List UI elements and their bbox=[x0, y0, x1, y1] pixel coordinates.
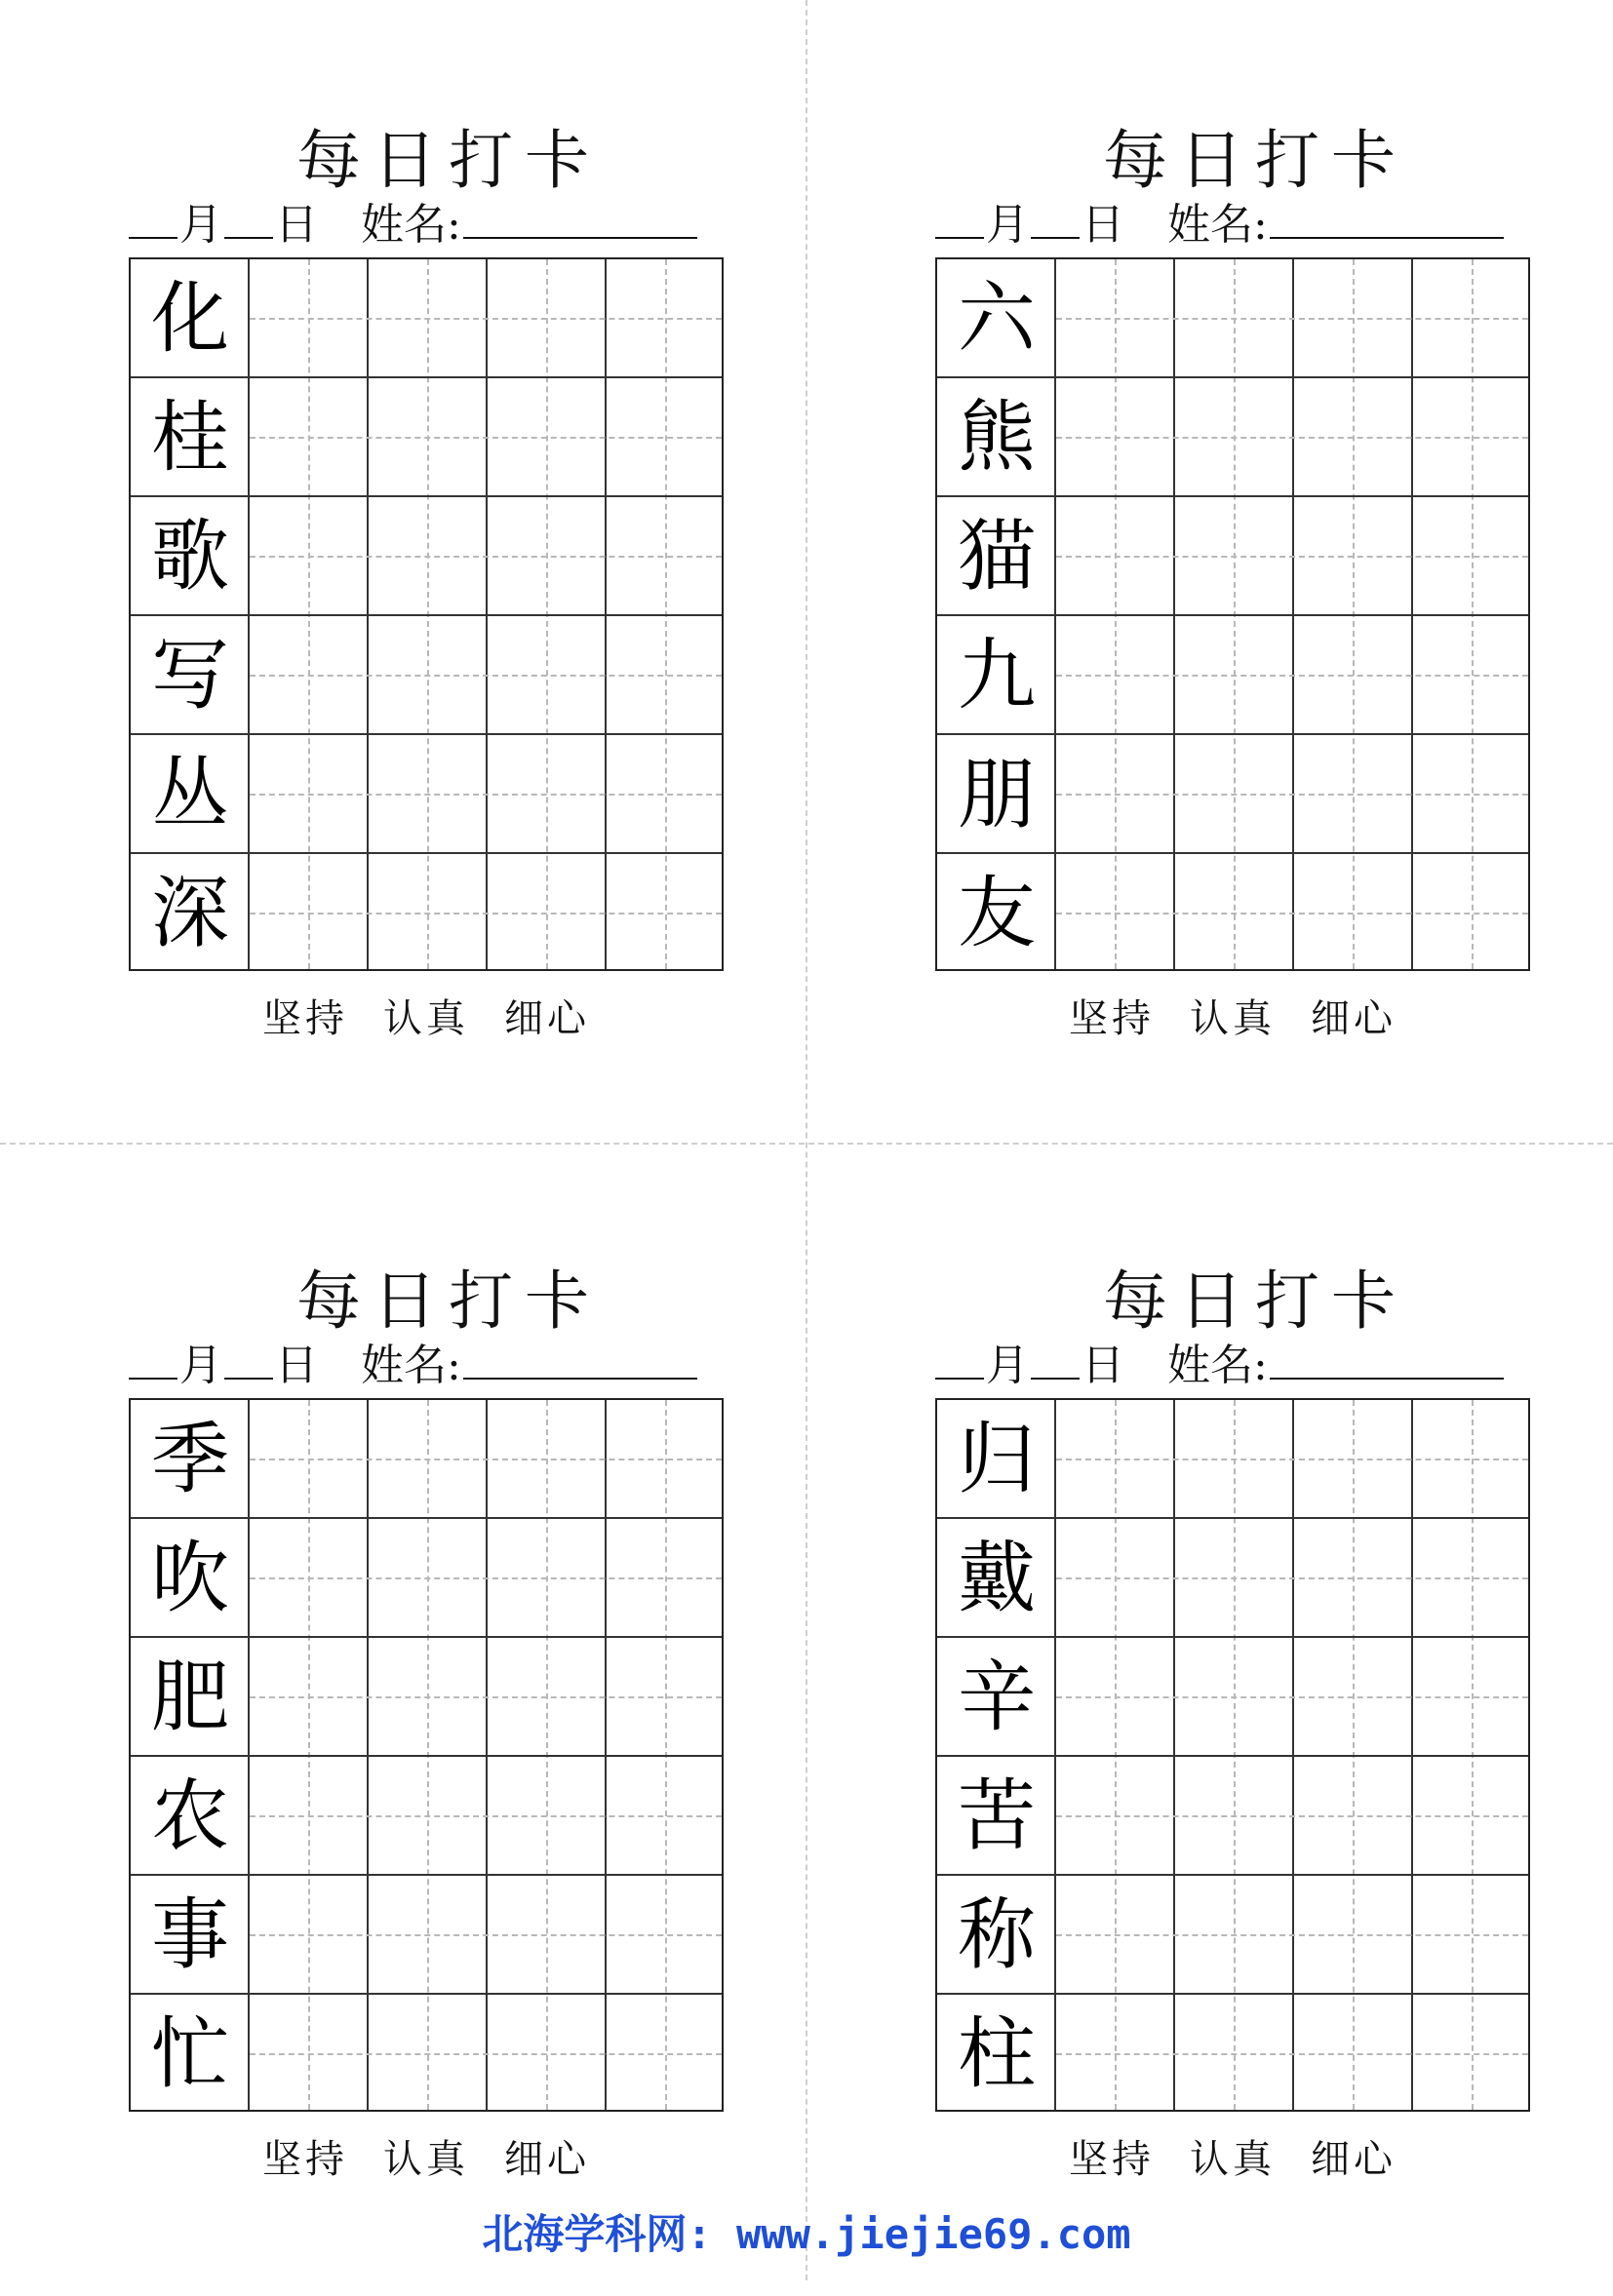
checkin-card-4 bbox=[914, 1263, 1596, 2296]
model-character: 肥 bbox=[151, 1652, 229, 1742]
checkin-card-1 bbox=[107, 122, 790, 1155]
grid-guide-line bbox=[250, 1459, 722, 1460]
model-character: 柱 bbox=[958, 2008, 1036, 2099]
model-character: 写 bbox=[151, 630, 229, 720]
day-blank[interactable] bbox=[1031, 1335, 1080, 1380]
card-title: 每日打卡 bbox=[296, 1264, 601, 1339]
motto-word: 认真 bbox=[1190, 2137, 1276, 2182]
footer-website[interactable]: 北海学科网: www.jiejie69.com bbox=[482, 2210, 1131, 2258]
motto-word: 坚持 bbox=[262, 996, 348, 1041]
grid-row-line bbox=[131, 376, 722, 378]
grid-guide-line bbox=[250, 2053, 722, 2055]
motto-word: 坚持 bbox=[1069, 996, 1155, 1041]
day-label: 日 bbox=[1082, 200, 1124, 250]
grid-row-line bbox=[131, 1517, 722, 1519]
month-label: 月 bbox=[179, 1341, 222, 1390]
grid-guide-line bbox=[250, 318, 722, 320]
writing-grid bbox=[129, 1398, 724, 2112]
checkin-card-3 bbox=[107, 1263, 790, 2296]
grid-guide-line bbox=[250, 913, 722, 915]
grid-row-line bbox=[131, 1874, 722, 1876]
date-name-row bbox=[107, 1335, 790, 1395]
name-blank[interactable] bbox=[1270, 194, 1504, 239]
model-character: 深 bbox=[151, 868, 229, 958]
grid-guide-line bbox=[1056, 318, 1528, 320]
model-character: 六 bbox=[958, 273, 1036, 364]
month-label: 月 bbox=[986, 1341, 1029, 1390]
card-title: 每日打卡 bbox=[1103, 1264, 1407, 1339]
name-blank[interactable] bbox=[463, 194, 697, 239]
model-character: 丛 bbox=[151, 749, 229, 839]
grid-row-line bbox=[131, 852, 722, 854]
grid-row-line bbox=[937, 376, 1528, 378]
grid-guide-line bbox=[1056, 437, 1528, 439]
vertical-cut-line bbox=[806, 0, 807, 2280]
motto-word: 认真 bbox=[383, 996, 469, 1041]
grid-guide-line bbox=[1056, 913, 1528, 915]
grid-guide-line bbox=[1056, 556, 1528, 558]
grid-guide-line bbox=[1056, 1696, 1528, 1698]
checkin-card-2 bbox=[914, 122, 1596, 1155]
grid-row-line bbox=[937, 1517, 1528, 1519]
model-character: 朋 bbox=[958, 749, 1036, 839]
grid-guide-line bbox=[1056, 675, 1528, 677]
month-label: 月 bbox=[179, 200, 222, 250]
motto bbox=[935, 2130, 1530, 2189]
name-label: 姓名: bbox=[1167, 1341, 1268, 1390]
grid-row-line bbox=[937, 852, 1528, 854]
name-label: 姓名: bbox=[1167, 200, 1268, 250]
day-blank[interactable] bbox=[224, 194, 273, 239]
day-label: 日 bbox=[1082, 1341, 1124, 1390]
month-blank[interactable] bbox=[935, 194, 984, 239]
model-character: 猫 bbox=[958, 511, 1036, 602]
model-character: 熊 bbox=[958, 392, 1036, 483]
card-title: 每日打卡 bbox=[1103, 123, 1407, 198]
grid-row-line bbox=[937, 1874, 1528, 1876]
model-character: 农 bbox=[151, 1771, 229, 1861]
writing-grid bbox=[129, 257, 724, 971]
grid-guide-line bbox=[250, 1815, 722, 1817]
grid-guide-line bbox=[1056, 794, 1528, 796]
motto bbox=[129, 990, 724, 1048]
model-character: 九 bbox=[958, 630, 1036, 720]
date-name-row bbox=[914, 194, 1596, 254]
grid-row-line bbox=[937, 495, 1528, 497]
day-blank[interactable] bbox=[224, 1335, 273, 1380]
model-character: 辛 bbox=[958, 1652, 1036, 1742]
motto-word: 细心 bbox=[1311, 2137, 1397, 2182]
grid-row-line bbox=[131, 1755, 722, 1757]
motto-word: 细心 bbox=[1311, 996, 1397, 1041]
grid-guide-line bbox=[250, 794, 722, 796]
motto-word: 坚持 bbox=[1069, 2137, 1155, 2182]
model-character: 忙 bbox=[151, 2008, 229, 2099]
month-blank[interactable] bbox=[935, 1335, 984, 1380]
model-character: 吹 bbox=[151, 1533, 229, 1623]
grid-guide-line bbox=[250, 1577, 722, 1579]
model-character: 苦 bbox=[958, 1771, 1036, 1861]
grid-guide-line bbox=[250, 437, 722, 439]
model-character: 季 bbox=[151, 1414, 229, 1504]
motto-word: 细心 bbox=[504, 996, 590, 1041]
grid-guide-line bbox=[1056, 2053, 1528, 2055]
grid-row-line bbox=[937, 733, 1528, 735]
grid-row-line bbox=[131, 614, 722, 616]
grid-guide-line bbox=[250, 556, 722, 558]
model-character: 歌 bbox=[151, 511, 229, 602]
motto-word: 认真 bbox=[1190, 996, 1276, 1041]
grid-row-line bbox=[131, 733, 722, 735]
day-label: 日 bbox=[275, 200, 318, 250]
model-character: 友 bbox=[958, 868, 1036, 958]
card-title: 每日打卡 bbox=[296, 123, 601, 198]
grid-guide-line bbox=[1056, 1815, 1528, 1817]
writing-grid bbox=[935, 1398, 1530, 2112]
motto bbox=[129, 2130, 724, 2189]
grid-row-line bbox=[131, 1993, 722, 1995]
grid-guide-line bbox=[1056, 1934, 1528, 1936]
month-blank[interactable] bbox=[129, 1335, 177, 1380]
grid-guide-line bbox=[1056, 1459, 1528, 1460]
name-blank[interactable] bbox=[463, 1335, 697, 1380]
model-character: 归 bbox=[958, 1414, 1036, 1504]
grid-row-line bbox=[937, 1755, 1528, 1757]
grid-row-line bbox=[131, 495, 722, 497]
motto bbox=[935, 990, 1530, 1048]
grid-row-line bbox=[937, 1636, 1528, 1638]
grid-guide-line bbox=[250, 675, 722, 677]
grid-row-line bbox=[131, 1636, 722, 1638]
model-character: 称 bbox=[958, 1889, 1036, 1980]
name-label: 姓名: bbox=[361, 200, 461, 250]
motto-word: 认真 bbox=[383, 2137, 469, 2182]
month-label: 月 bbox=[986, 200, 1029, 250]
model-character: 事 bbox=[151, 1889, 229, 1980]
date-name-row bbox=[107, 194, 790, 254]
writing-grid bbox=[935, 257, 1530, 971]
date-name-row bbox=[914, 1335, 1596, 1395]
name-label: 姓名: bbox=[361, 1341, 461, 1390]
motto-word: 坚持 bbox=[262, 2137, 348, 2182]
model-character: 戴 bbox=[958, 1533, 1036, 1623]
name-blank[interactable] bbox=[1270, 1335, 1504, 1380]
grid-guide-line bbox=[250, 1696, 722, 1698]
grid-guide-line bbox=[1056, 1577, 1528, 1579]
day-label: 日 bbox=[275, 1341, 318, 1390]
day-blank[interactable] bbox=[1031, 194, 1080, 239]
month-blank[interactable] bbox=[129, 194, 177, 239]
grid-row-line bbox=[937, 614, 1528, 616]
grid-guide-line bbox=[250, 1934, 722, 1936]
model-character: 桂 bbox=[151, 392, 229, 483]
model-character: 化 bbox=[151, 273, 229, 364]
motto-word: 细心 bbox=[504, 2137, 590, 2182]
grid-row-line bbox=[937, 1993, 1528, 1995]
